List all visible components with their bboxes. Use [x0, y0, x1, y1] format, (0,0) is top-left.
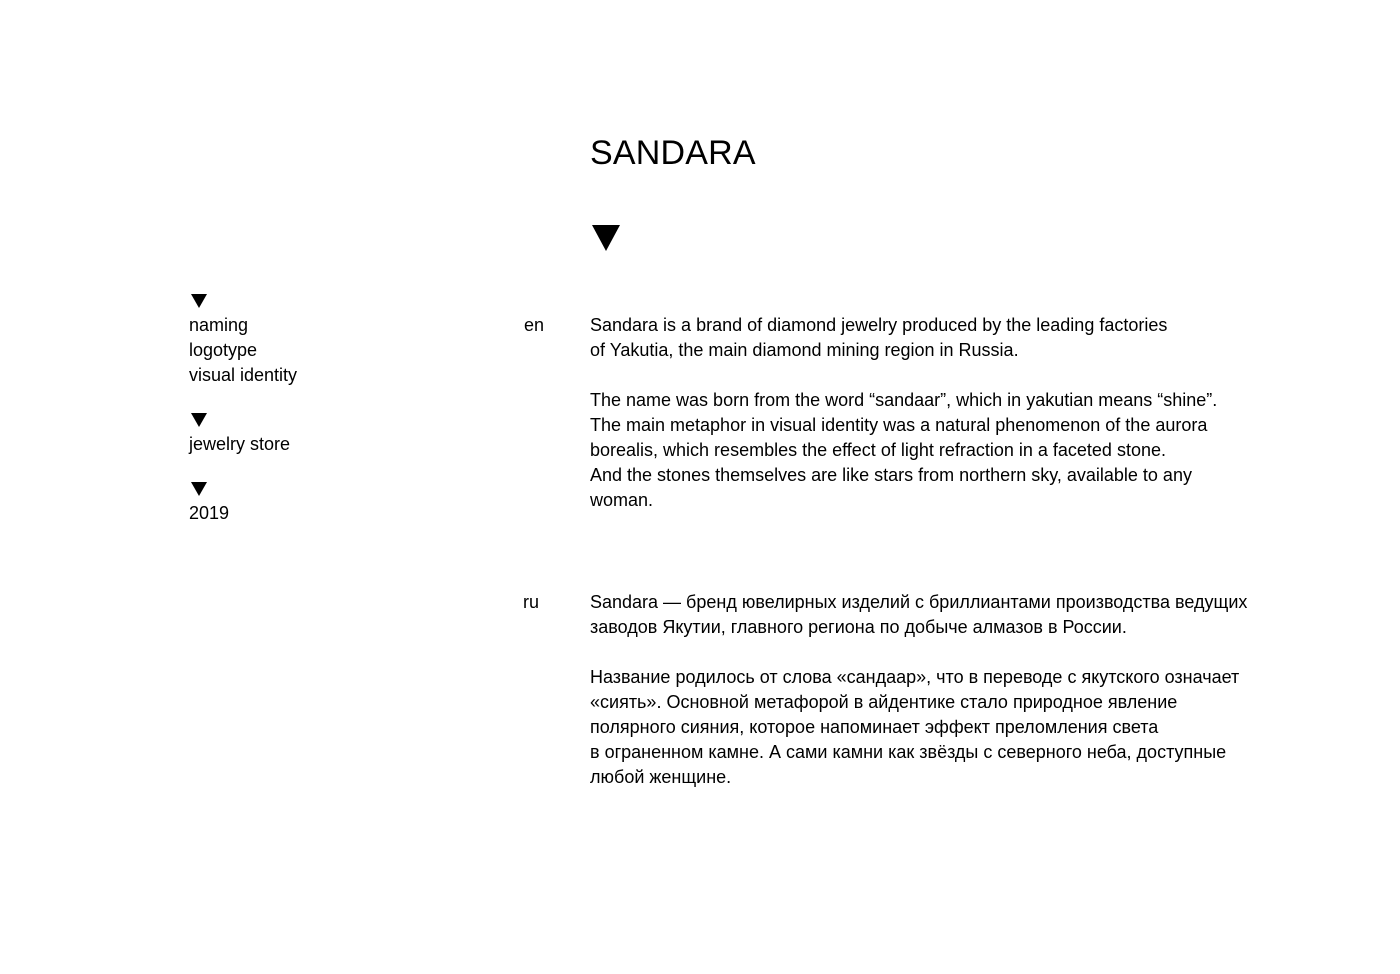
- text-line: полярного сияния, которое напоминает эффект преломления света: [590, 717, 1159, 737]
- service-item: logotype: [189, 340, 258, 360]
- paragraph: [590, 665, 1247, 790]
- text-line: woman.: [590, 490, 654, 510]
- down-arrow-icon: [191, 413, 207, 427]
- service-item: naming: [189, 315, 249, 335]
- text-line: And the stones themselves are like stars from northern sky, available to any: [590, 465, 1192, 485]
- text-line: заводов Якутии, главного региона по добыче алмазов в России.: [590, 617, 1127, 637]
- year-group: [189, 482, 297, 526]
- text-line: любой женщине.: [590, 767, 732, 787]
- paragraph: [590, 388, 1217, 513]
- text-line: of Yakutia, the main diamond mining region in Russia.: [590, 340, 1019, 360]
- project-meta: [189, 288, 297, 551]
- services-group: [189, 294, 297, 388]
- text-line: Название родилось от слова «сандаар», что в переводе с якутского означает: [590, 667, 1240, 687]
- text-line: Sandara — бренд ювелирных изделий с бриллиантами производства ведущих: [590, 592, 1248, 612]
- page-title: SANDARA: [590, 134, 756, 172]
- language-label-en: en: [524, 315, 545, 335]
- description-ru: [590, 590, 1247, 815]
- text-line: в ограненном камне. А сами камни как звёзды с северного неба, доступные: [590, 742, 1227, 762]
- text-line: The name was born from the word “sandaar”, which in yakutian means “shine”.: [590, 390, 1218, 410]
- down-arrow-icon: [191, 482, 207, 496]
- text-line: «сиять». Основной метафорой в айдентике стало природное явление: [590, 692, 1178, 712]
- paragraph: [590, 590, 1247, 640]
- category-group: [189, 413, 297, 457]
- description-en: [590, 313, 1217, 538]
- text-line: Sandara is a brand of diamond jewelry produced by the leading factories: [590, 315, 1168, 335]
- year-label: 2019: [189, 503, 230, 523]
- service-item: visual identity: [189, 365, 298, 385]
- paragraph: [590, 313, 1217, 363]
- text-line: borealis, which resembles the effect of light refraction in a faceted stone.: [590, 440, 1166, 460]
- language-label-ru: ru: [523, 592, 540, 612]
- down-arrow-icon: [592, 225, 620, 251]
- down-arrow-icon: [191, 294, 207, 308]
- text-line: The main metaphor in visual identity was a natural phenomenon of the aurora: [590, 415, 1208, 435]
- category-label: jewelry store: [189, 434, 291, 454]
